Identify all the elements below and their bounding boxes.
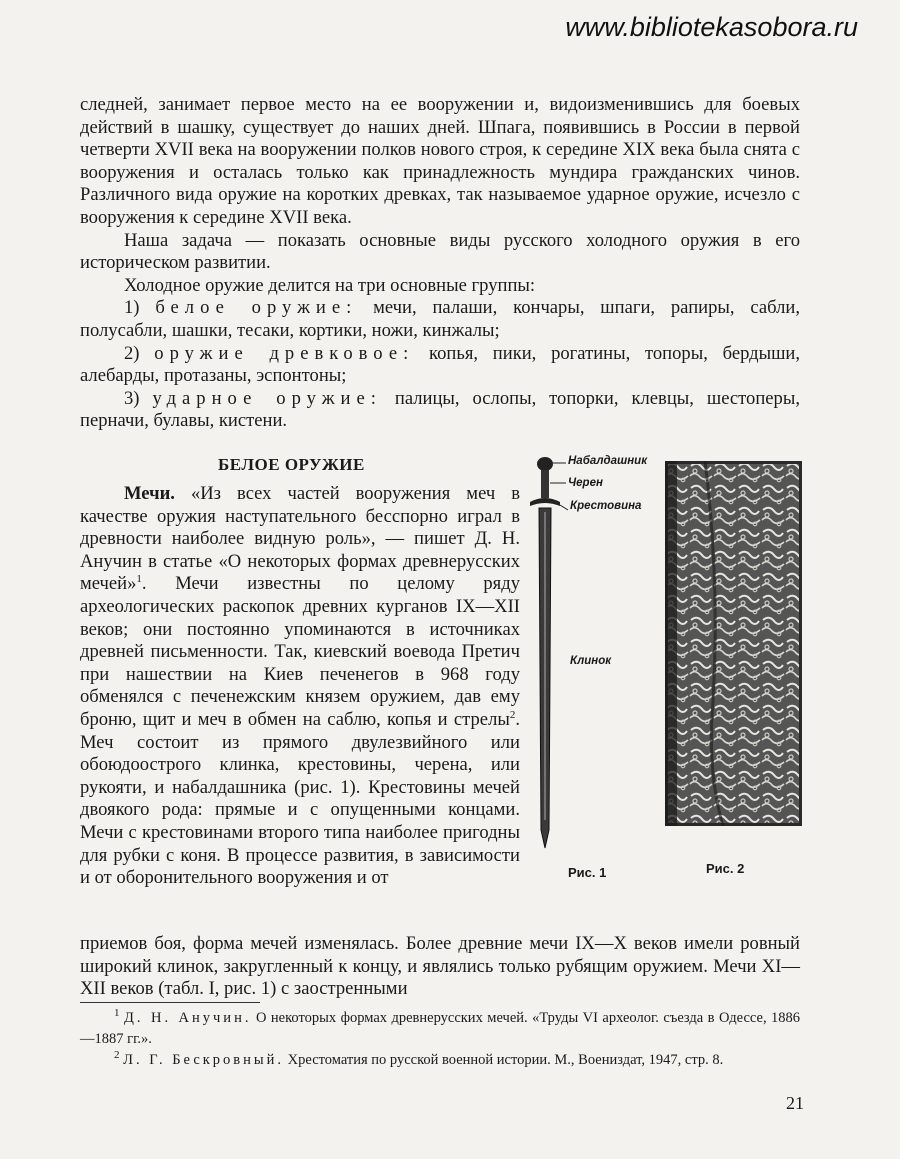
swords-text-part-2: . Мечи известны по целому ряду археологических раскопок древних курганов IX—XII веков; они постоянно упоминаются в источниках древней письменности. Так, киевский воевода Претич при нашествии на Киев печенегов в 968 году обменялся с печенежским князем оружием, дав ему броню, щит и меч в обмен на саблю, копья и стрелы xyxy=(80,573,520,730)
footnotes xyxy=(80,1008,800,1071)
intro-text-block xyxy=(80,94,800,433)
swords-heading: Мечи. xyxy=(124,483,175,504)
footnote-1 xyxy=(80,1008,800,1050)
label-guard: Крестовина xyxy=(570,500,642,512)
footnote-mark: 1 xyxy=(114,1007,120,1020)
swords-column-text xyxy=(80,483,520,890)
sword-grip xyxy=(541,470,549,498)
swords-text-part-1: «Из всех частей вооружения меч в качестве оружия наступательного бесспорно играл в древности наиболее видную роль», — пишет Д. Н. Анучин в статье «О некоторых формах древнерусских мечей» xyxy=(80,483,520,595)
footnote-text: О некоторых формах древнерусских мечей. «Труды VI археолог. съезда в Одессе, 1886—1887 гг.». xyxy=(80,1010,801,1047)
label-blade: Клинок xyxy=(570,655,612,667)
group-term: оружие древковое: xyxy=(154,342,415,364)
guard-pointer xyxy=(560,505,568,510)
swords-text-part-3: . Меч состоит из прямого двулезвийного или обоюдоострого клинка, крестовины, черена, или рукояти, и набалдашника (рис. 1). Крестовины мечей двоякого рода: прямые и с опущенными концами. Мечи с крестовинами второго типа наиболее пригодны для рубки с коня. В процессе развития, в зависимости и от оборонительного вооружения и от xyxy=(80,708,520,889)
damascus-pattern-photo xyxy=(665,461,802,826)
footnote-text: Хрестоматия по русской военной истории. М., Воениздат, 1947, стр. 8. xyxy=(287,1052,724,1068)
damascus-edge-shadow xyxy=(665,461,677,826)
group-list: копья, пики, рогатины, топоры, бердыши, алебарды, протазаны, эспонтоны; xyxy=(80,342,801,387)
footnote-ref-2: 2 xyxy=(509,708,516,721)
paragraph-continuation: следней, занимает первое место на ее вооружении и, видоизменившись для боевых действий в шашку, существует до наших дней. Шпага, появившись в России в первой четверти XVII века на вооружении полков нового строя, к середине XIX века была снята с вооружения и осталась только как принадлежность мундира гражданских чинов. Различного вида оружие на коротких древках, так называемое ударное оружие, исчезло с вооружения к середине XVII века. xyxy=(80,94,800,228)
full-width-text xyxy=(80,933,800,1001)
paragraph-continued: приемов боя, форма мечей изменялась. Более древние мечи IX—X веков имели ровный широкий клинок, закругленный к концу, и являлись только рубящим оружием. Мечи XI—XII веков (табл. I, рис. 1) с заостренными xyxy=(80,933,800,1000)
footnote-author: Д. Н. Анучин. xyxy=(123,1010,252,1026)
group-term: белое оружие: xyxy=(155,297,358,319)
figure2-caption: Рис. 2 xyxy=(706,861,745,876)
footnote-ref-1: 1 xyxy=(136,573,142,586)
group-item-1 xyxy=(80,297,800,342)
paragraph-groups-intro: Холодное оружие делится на три основные группы: xyxy=(124,274,536,296)
group-number: 1) xyxy=(124,297,140,319)
group-list: палицы, ослопы, топорки, клевцы, шестоперы, перначи, булавы, кистени. xyxy=(80,387,800,432)
sword-guard xyxy=(530,498,560,506)
paragraph-task: Наша задача — показать основные виды русского холодного оружия в его историческом развитии. xyxy=(80,229,800,274)
watermark-url: www.bibliotekasobora.ru xyxy=(565,12,858,42)
footnote-author: Л. Г. Бескровный. xyxy=(123,1052,285,1068)
group-term: ударное оружие: xyxy=(152,387,382,409)
group-item-2 xyxy=(80,343,800,388)
page-number: 21 xyxy=(786,1093,804,1113)
footnote-divider xyxy=(80,1002,260,1003)
label-grip: Черен xyxy=(568,477,603,489)
footnote-mark: 2 xyxy=(114,1049,120,1062)
figure1-caption: Рис. 1 xyxy=(568,865,607,880)
paragraph-swords xyxy=(80,483,520,890)
group-list: мечи, палаши, кончары, шпаги, рапиры, сабли, полусабли, шашки, тесаки, кортики, ножи, кинжалы; xyxy=(80,297,800,341)
damascus-texture xyxy=(668,464,799,823)
footnote-2 xyxy=(80,1050,800,1071)
group-number: 3) xyxy=(124,387,140,409)
sword-pommel xyxy=(537,457,553,471)
group-number: 2) xyxy=(124,342,140,364)
section-title: БЕЛОЕ ОРУЖИЕ xyxy=(218,455,365,474)
group-item-3 xyxy=(80,388,800,433)
label-pommel: Набалдашник xyxy=(568,455,648,467)
